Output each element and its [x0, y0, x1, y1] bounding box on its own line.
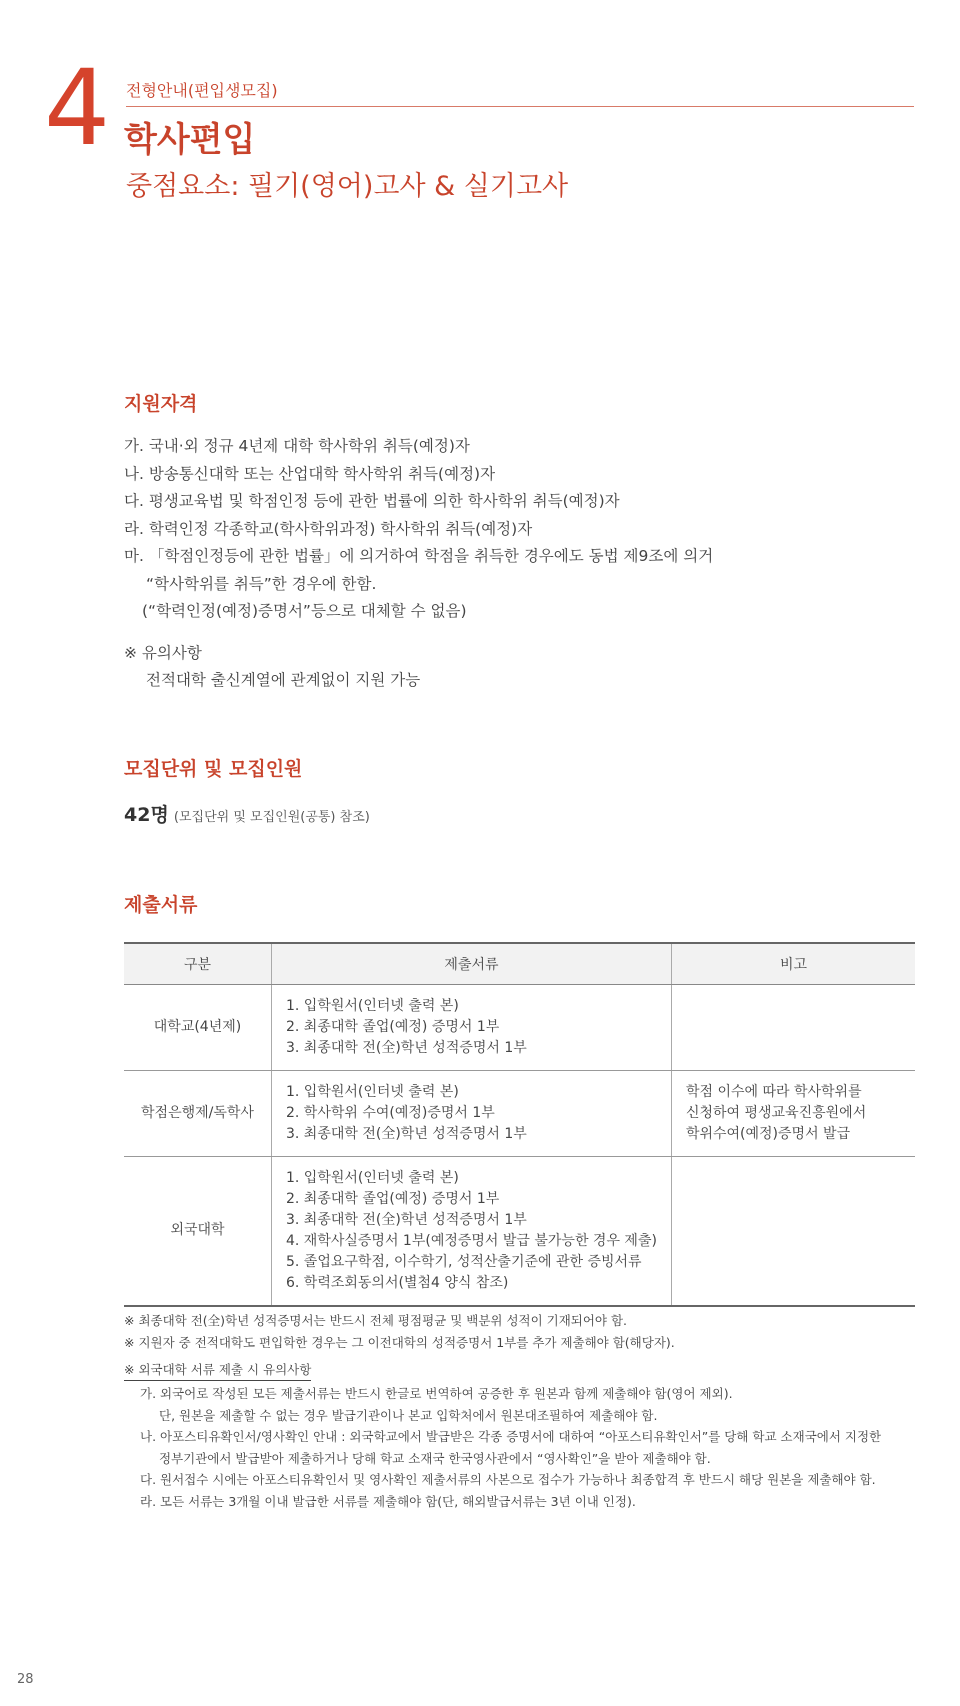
eligibility-item: 다. 평생교육법 및 학점인정 등에 관한 법률에 의한 학사학위 취득(예정)자	[124, 492, 620, 510]
eligibility-heading: 지원자격	[124, 393, 198, 415]
doc-item: 1. 입학원서(인터넷 출력 본)	[286, 1169, 459, 1186]
doc-item: 1. 입학원서(인터넷 출력 본)	[286, 1084, 459, 1100]
documents-heading: 제출서류	[124, 894, 198, 916]
footnote: ※ 최종대학 전(全)학년 성적증명서는 반드시 전체 평점평균 및 백분위 성적이 기재되어야 함.	[124, 1313, 628, 1328]
doc-item: 3. 최종대학 전(全)학년 성적증명서 1부	[286, 1040, 527, 1056]
doc-item: 4. 재학사실증명서 1부(예정증명서 발급 불가능한 경우 제출)	[286, 1232, 657, 1249]
quota-line	[124, 800, 370, 827]
eligibility-item: 마. 「학점인정등에 관한 법률」에 의거하여 학점을 취득한 경우에도 동법 제9조에 의거	[124, 547, 714, 565]
footnote: ※ 지원자 중 전적대학도 편입학한 경우는 그 이전대학의 성적증명서 1부를 추가 제출해야 함(해당자).	[124, 1335, 675, 1350]
chapter-number: 4	[44, 47, 111, 169]
doc-item: 1. 입학원서(인터넷 출력 본)	[286, 998, 459, 1014]
quota-note: (모집단위 및 모집인원(공통) 참조)	[173, 810, 370, 825]
foreign-note: 정부기관에서 발급받아 제출하거나 당해 학교 소재국 한국영사관에서 “영사확인”을 받아 제출해야 함.	[159, 1450, 711, 1466]
remark-line: 학위수여(예정)증명서 발급	[685, 1126, 851, 1142]
quota-heading: 모집단위 및 모집인원	[124, 758, 303, 780]
docs-cell	[272, 985, 672, 1071]
table-footnotes	[124, 1310, 675, 1354]
header-divider	[126, 106, 914, 107]
category-cell: 학점은행제/독학사	[124, 1071, 272, 1157]
docs-cell	[272, 1071, 672, 1157]
doc-item: 2. 최종대학 졸업(예정) 증명서 1부	[286, 1190, 500, 1207]
page-number: 28	[17, 1672, 34, 1687]
eligibility-note	[124, 640, 420, 694]
foreign-notes	[124, 1360, 924, 1512]
note-text: 전적대학 출신계열에 관계없이 지원 가능	[146, 671, 421, 689]
quota-number: 42명	[124, 804, 169, 826]
remark-cell	[671, 1157, 915, 1306]
foreign-note: 단, 원본을 제출할 수 없는 경우 발급기관이나 본교 입학처에서 원본대조필하여 제출해야 함.	[159, 1407, 658, 1423]
column-header: 비고	[671, 943, 915, 985]
column-header: 구분	[124, 943, 272, 985]
doc-item: 2. 최종대학 졸업(예정) 증명서 1부	[286, 1019, 500, 1035]
documents-table	[124, 942, 915, 1307]
foreign-note: 다. 원서접수 시에는 아포스티유확인서 및 영사확인 제출서류의 사본으로 접수가 가능하나 최종합격 후 반드시 해당 원본을 제출해야 함.	[140, 1472, 876, 1487]
column-header: 제출서류	[272, 943, 672, 985]
doc-item: 5. 졸업요구학점, 이수학기, 성적산출기준에 관한 증빙서류	[286, 1253, 642, 1270]
page-subtitle: 중점요소: 필기(영어)고사 & 실기고사	[126, 171, 569, 202]
page-title: 학사편입	[124, 120, 256, 160]
foreign-note: 나. 아포스티유확인서/영사확인 안내 : 외국학교에서 발급받은 각종 증명서에 대하여 “아포스티유확인서”를 당해 학교 소재국에서 지정한	[140, 1429, 882, 1444]
foreign-note: 라. 모든 서류는 3개월 이내 발급한 서류를 제출해야 함(단, 해외발급서류는 3년 이내 인정).	[140, 1493, 636, 1509]
remark-cell	[671, 1071, 915, 1157]
foreign-notes-heading: ※ 외국대학 서류 제출 시 유의사항	[124, 1360, 311, 1381]
eligibility-list	[124, 433, 713, 626]
chapter-label: 전형안내(편입생모집)	[126, 81, 278, 100]
eligibility-item: “학사학위를 취득”한 경우에 한함.	[146, 574, 377, 593]
eligibility-item: 나. 방송통신대학 또는 산업대학 학사학위 취득(예정)자	[124, 464, 496, 483]
eligibility-item: (“학력인정(예정)증명서”등으로 대체할 수 없음)	[142, 602, 467, 620]
eligibility-item: 가. 국내·외 정규 4년제 대학 학사학위 취득(예정)자	[124, 437, 470, 455]
doc-item: 2. 학사학위 수여(예정)증명서 1부	[286, 1105, 495, 1121]
remark-cell	[671, 985, 915, 1071]
doc-item: 6. 학력조회동의서(별첨4 양식 참조)	[286, 1274, 509, 1291]
category-cell: 대학교(4년제)	[124, 985, 272, 1071]
category-cell: 외국대학	[124, 1157, 272, 1306]
eligibility-item: 라. 학력인정 각종학교(학사학위과정) 학사학위 취득(예정)자	[124, 519, 533, 538]
note-title: ※ 유의사항	[124, 644, 202, 662]
table-row	[124, 985, 915, 1071]
table-row	[124, 1157, 915, 1306]
table-header-row	[124, 943, 915, 985]
doc-item: 3. 최종대학 전(全)학년 성적증명서 1부	[286, 1211, 527, 1228]
doc-item: 3. 최종대학 전(全)학년 성적증명서 1부	[286, 1126, 527, 1142]
foreign-note: 가. 외국어로 작성된 모든 제출서류는 반드시 한글로 번역하여 공증한 후 원본과 함께 제출해야 함(영어 제외).	[140, 1386, 733, 1401]
remark-line: 학점 이수에 따라 학사학위를	[685, 1084, 862, 1100]
docs-cell	[272, 1157, 672, 1306]
remark-line: 신청하여 평생교육진흥원에서	[685, 1105, 867, 1121]
table-row	[124, 1071, 915, 1157]
